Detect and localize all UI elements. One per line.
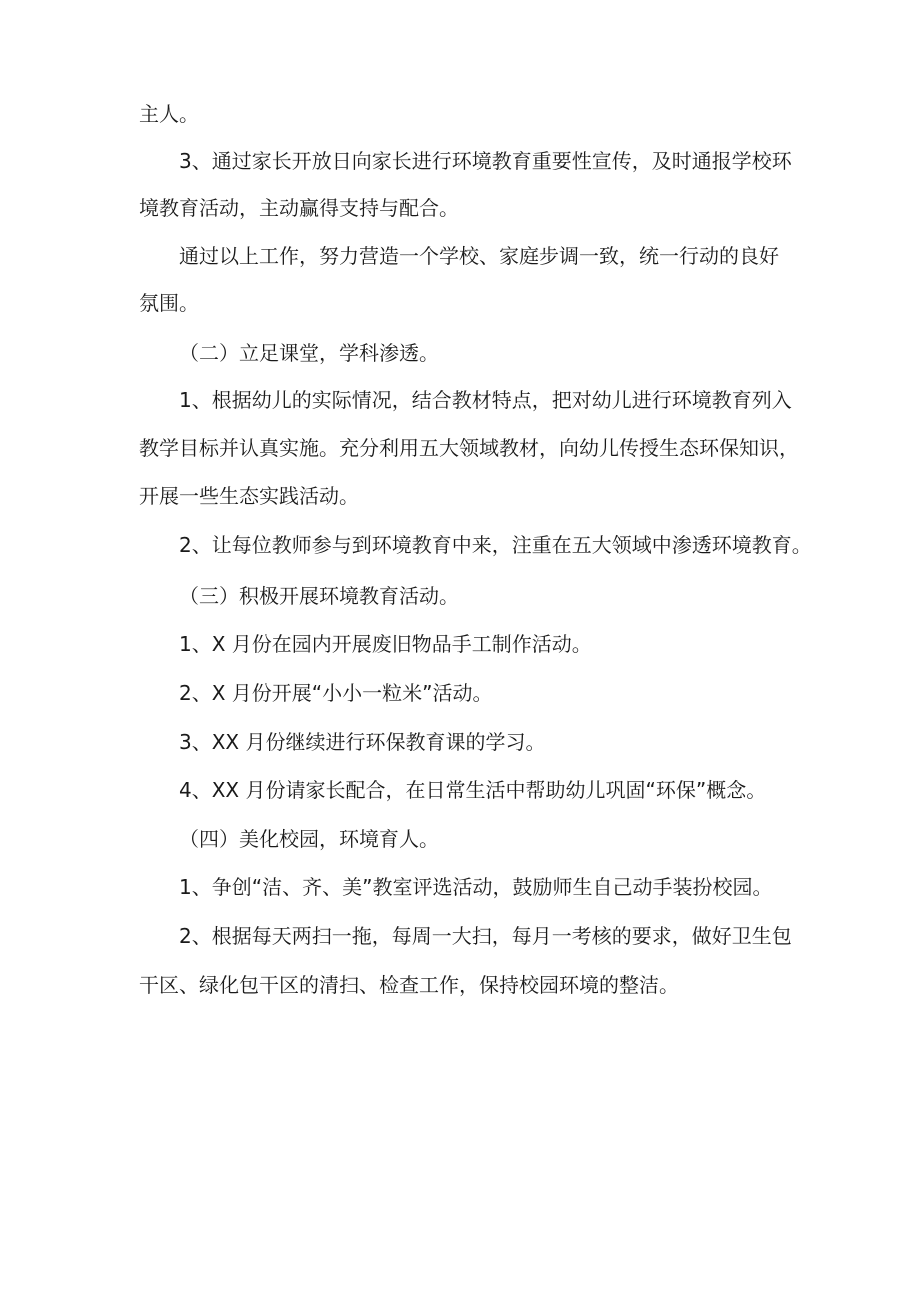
text-line: 4、XX 月份请家长配合，在日常生活中帮助幼儿巩固“环保”概念。 — [179, 778, 767, 802]
text-line: 氛围。 — [139, 291, 199, 315]
text-line: 2、X 月份开展“小小一粒米”活动。 — [179, 681, 493, 705]
section-heading: （三）积极开展环境教育活动。 — [179, 584, 459, 608]
text-line: 2、让每位教师参与到环境教育中来，注重在五大领域中渗透环境教育。 — [179, 533, 812, 557]
text-line: 1、争创“洁、齐、美”教室评选活动，鼓励师生自己动手装扮校园。 — [179, 875, 773, 899]
text-line: 教学目标并认真实施。充分利用五大领域教材，向幼儿传授生态环保知识， — [139, 436, 799, 460]
text-line: 3、XX 月份继续进行环保教育课的学习。 — [179, 730, 546, 754]
text-line: 1、根据幼儿的实际情况，结合教材特点，把对幼儿进行环境教育列入 — [179, 388, 792, 412]
text-line: 主人。 — [139, 102, 199, 126]
text-line: 通过以上工作，努力营造一个学校、家庭步调一致，统一行动的良好 — [179, 244, 779, 268]
section-heading: （二）立足课堂，学科渗透。 — [179, 341, 439, 365]
text-line: 2、根据每天两扫一拖，每周一大扫，每月一考核的要求，做好卫生包 — [179, 924, 792, 948]
section-heading: （四）美化校园，环境育人。 — [179, 827, 439, 851]
text-line: 3、通过家长开放日向家长进行环境教育重要性宣传，及时通报学校环 — [179, 149, 792, 173]
text-line: 1、X 月份在园内开展废旧物品手工制作活动。 — [179, 632, 592, 656]
text-line: 干区、绿化包干区的清扫、检查工作，保持校园环境的整洁。 — [139, 973, 679, 997]
text-line: 开展一些生态实践活动。 — [139, 484, 359, 508]
text-line: 境教育活动，主动赢得支持与配合。 — [139, 196, 459, 220]
